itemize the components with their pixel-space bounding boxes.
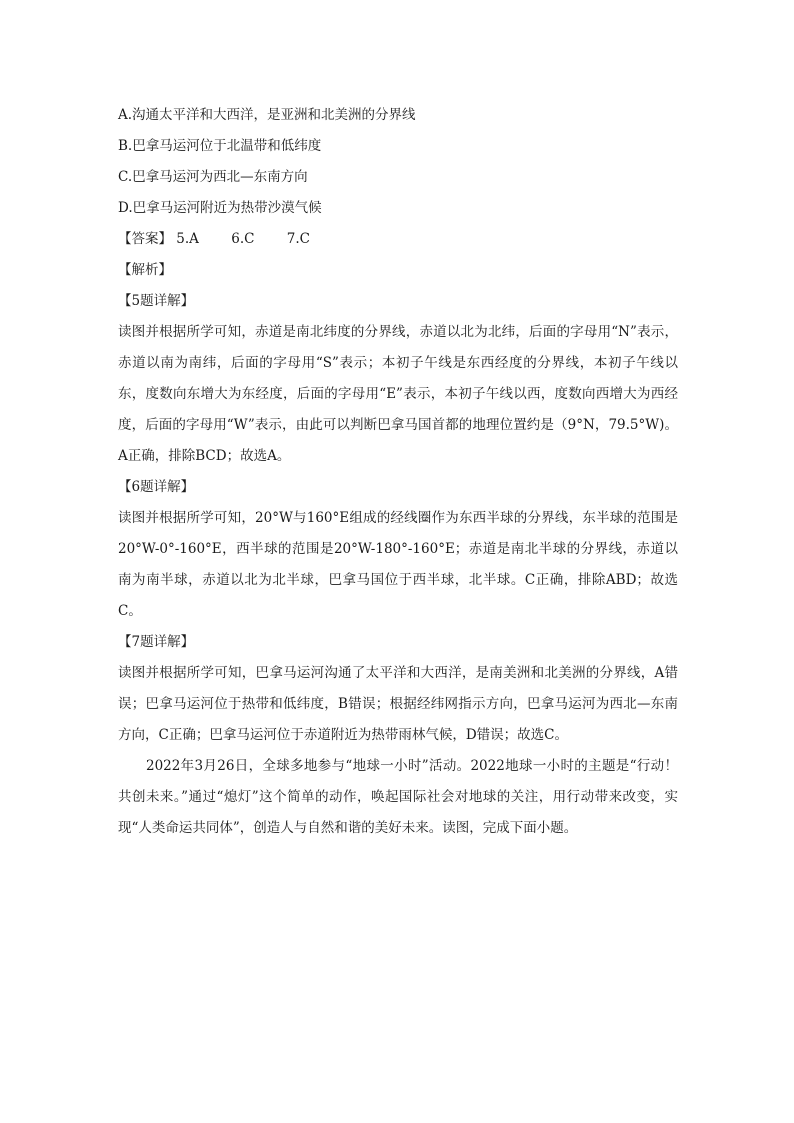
q5-body: 读图并根据所学可知，赤道是南北纬度的分界线，赤道以北为北纬，后面的字母用“N”表示，赤道以南为南纬，后面的字母用“S”表示；本初子午线是东西经度的分界线，本初子午线以东，度数向东增大为东经度，后面的字母用“E”表示，本初子午线以西，度数向西增大为西经度，后面的字母用“W”表示，由此可以判断巴拿马国首都的地理位置约是（9°N，79.5°W)。A正确，排除BCD；故选A。: [118, 324, 678, 464]
answer-label: 【答案】: [118, 231, 172, 247]
answer-5: 5.A: [176, 231, 199, 247]
option-d: D.巴拿马运河附近为热带沙漠气候: [118, 200, 322, 216]
option-b: B.巴拿马运河位于北温带和低纬度: [118, 138, 322, 154]
document-page: [118, 100, 678, 844]
answer-7: 7.C: [286, 231, 310, 247]
q7-body: 读图并根据所学可知，巴拿马运河沟通了太平洋和大西洋，是南美洲和北美洲的分界线，A错误；巴拿马运河位于热带和低纬度，B错误；根据经纬网指示方向，巴拿马运河为西北—东南方向，C正确；巴拿马运河位于赤道附近为热带雨林气候，D错误；故选C。: [118, 665, 678, 743]
answer-6: 6.C: [231, 231, 255, 247]
option-c: C.巴拿马运河为西北—东南方向: [118, 169, 308, 185]
intro-paragraph: 2022年3月26日，全球多地参与“地球一小时”活动。2022地球一小时的主题是“行动！共创未来。”通过“熄灯”这个简单的动作，唤起国际社会对地球的关注，用行动带来改变，实现“人类命运共同体”，创造人与自然和谐的美好未来。读图，完成下面小题。: [118, 758, 678, 836]
q6-heading: 【6题详解】: [118, 479, 195, 495]
option-a: A.沟通太平洋和大西洋，是亚洲和北美洲的分界线: [118, 107, 416, 123]
answer-row: [118, 224, 678, 255]
analysis-heading: 【解析】: [118, 262, 172, 278]
q6-body: 读图并根据所学可知，20°W与160°E组成的经线圈作为东西半球的分界线，东半球的范围是20°W-0°-160°E，西半球的范围是20°W-180°-160°E；赤道是南北半球的分界线，赤道以南为南半球，赤道以北为北半球，巴拿马国位于西半球，北半球。C正确，排除ABD；故选C。: [118, 510, 678, 619]
q7-heading: 【7题详解】: [118, 634, 195, 650]
q5-heading: 【5题详解】: [118, 293, 195, 309]
